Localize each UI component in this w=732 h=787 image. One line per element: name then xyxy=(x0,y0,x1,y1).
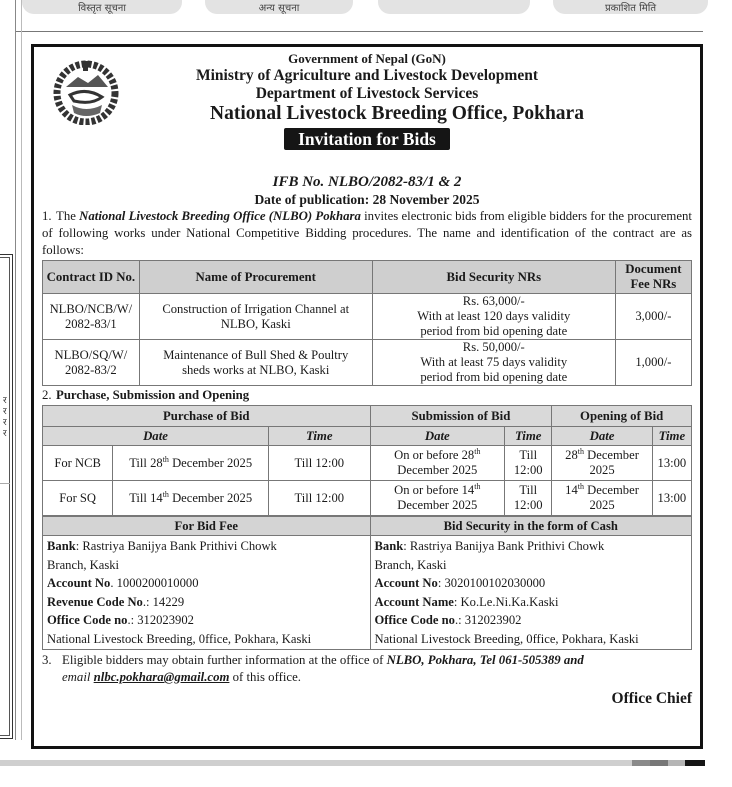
column-divider xyxy=(15,0,16,740)
scrollbar-thumb[interactable] xyxy=(685,760,705,766)
header-bid-security-cash: Bid Security in the form of Cash xyxy=(370,517,692,536)
section-2-heading: 2. Purchase, Submission and Opening xyxy=(42,388,250,402)
header-office: National Livestock Breeding Office, Pokhara xyxy=(210,103,584,124)
tab-blank[interactable] xyxy=(378,0,530,14)
col-header-bid-security: Bid Security NRs xyxy=(372,261,615,294)
sub-header-submission-time: Time xyxy=(505,427,552,446)
opening-date: 28th December 2025 xyxy=(552,446,652,481)
paragraph-1: 1. The National Livestock Breeding Office (NLBO) Pokhara invites electronic bids from eligible bidders for the procurement of following works under National Competitive Bidding procedures. The name and identification of the contract are as follows: xyxy=(42,209,692,257)
scrollbar-segment xyxy=(632,760,650,766)
col-header-contract-id: Contract ID No. xyxy=(43,261,140,294)
sub-header-purchase-date: Date xyxy=(43,427,269,446)
tab-details[interactable]: विस्तृत सूचना xyxy=(22,0,182,14)
group-header-submission: Submission of Bid xyxy=(370,406,552,427)
contracts-table xyxy=(42,260,692,386)
purchase-date: Till 28th December 2025 xyxy=(113,446,269,481)
email-link[interactable]: nlbc.pokhara@gmail.com xyxy=(93,670,230,684)
col-header-document-fee: Document Fee NRs xyxy=(615,261,691,294)
document-fee: 3,000/- xyxy=(615,294,691,340)
sub-header-opening-time: Time xyxy=(652,427,691,446)
section-3: 3. Eligible bidders may obtain further information at the office of NLBO, Pokhara, Tel 061-505389 and email nlbc.pokhara@gmail.com of this office. xyxy=(42,653,584,684)
sub-header-submission-date: Date xyxy=(370,427,505,446)
scrollbar-segment xyxy=(668,760,685,766)
contract-id: NLBO/SQ/W/ 2082-83/2 xyxy=(43,340,140,386)
bid-fee-bank-details: Bank: Rastriya Banijya Bank Prithivi Chowk Branch, Kaski Account No. 1000200010000 Revenue Code No.: 14229 Office Code no.: 312023902 National Livestock Breeding, 0ffice, Pokhara, Kaski xyxy=(43,536,371,650)
procurement-name: Construction of Irrigation Channel at NLBO, Kaski xyxy=(139,294,372,340)
notice-title: Invitation for Bids xyxy=(284,128,450,150)
submission-time: Till 12:00 xyxy=(505,446,552,481)
table-row xyxy=(43,340,692,386)
purchase-time: Till 12:00 xyxy=(269,481,370,516)
bid-type: For SQ xyxy=(43,481,113,516)
horizontal-scrollbar[interactable] xyxy=(0,760,705,766)
header-bid-fee: For Bid Fee xyxy=(43,517,371,536)
col-header-procurement-name: Name of Procurement xyxy=(139,261,372,294)
procurement-name: Maintenance of Bull Shed & Poultry sheds works at NLBO, Kaski xyxy=(139,340,372,386)
group-header-purchase: Purchase of Bid xyxy=(43,406,371,427)
publication-date: Date of publication: 28 November 2025 xyxy=(254,192,480,207)
bid-notice xyxy=(31,44,703,749)
side-panel-text: र र र र xyxy=(3,395,7,438)
bank-details-table xyxy=(42,516,692,650)
bid-security-bank-details: Bank: Rastriya Banijya Bank Prithivi Chowk Branch, Kaski Account No: 3020100102030000 Account Name: Ko.Le.Ni.Ka.Kaski Office Code no.: 312023902 National Livestock Breeding, 0ffice, Pokhara, Kaski xyxy=(370,536,692,650)
scrollbar-segment xyxy=(650,760,668,766)
top-tab-bar xyxy=(0,0,732,20)
ifb-number: IFB No. NLBO/2082-83/1 & 2 xyxy=(272,174,462,190)
table-row xyxy=(43,446,692,481)
purchase-time: Till 12:00 xyxy=(269,446,370,481)
document-fee: 1,000/- xyxy=(615,340,691,386)
purchase-date: Till 14th December 2025 xyxy=(113,481,269,516)
tab-published-date[interactable]: प्रकाशित मिति xyxy=(553,0,708,14)
header-department: Department of Livestock Services xyxy=(255,85,479,102)
notice-header xyxy=(42,51,692,171)
schedule-table xyxy=(42,405,692,516)
column-divider xyxy=(21,0,22,740)
sub-header-purchase-time: Time xyxy=(269,427,370,446)
contract-id: NLBO/NCB/W/ 2082-83/1 xyxy=(43,294,140,340)
header-government: Government of Nepal (GoN) xyxy=(288,51,446,66)
sub-header-opening-date: Date xyxy=(552,427,652,446)
bid-security: Rs. 50,000/- With at least 75 days validity period from bid opening date xyxy=(372,340,615,386)
divider xyxy=(15,31,703,32)
nepal-emblem-icon xyxy=(52,57,120,125)
tab-other-notices[interactable]: अन्य सूचना xyxy=(205,0,353,14)
submission-date: On or before 28th December 2025 xyxy=(370,446,505,481)
signoff: Office Chief xyxy=(611,690,692,707)
bid-security: Rs. 63,000/- With at least 120 days validity period from bid opening date xyxy=(372,294,615,340)
submission-date: On or before 14th December 2025 xyxy=(370,481,505,516)
group-header-opening: Opening of Bid xyxy=(552,406,692,427)
side-panel-box xyxy=(0,483,10,729)
table-row xyxy=(43,294,692,340)
header-ministry: Ministry of Agriculture and Livestock Development xyxy=(196,67,538,84)
table-row xyxy=(43,481,692,516)
bid-type: For NCB xyxy=(43,446,113,481)
opening-date: 14th December 2025 xyxy=(552,481,652,516)
opening-time: 13:00 xyxy=(652,446,691,481)
submission-time: Till 12:00 xyxy=(505,481,552,516)
opening-time: 13:00 xyxy=(652,481,691,516)
